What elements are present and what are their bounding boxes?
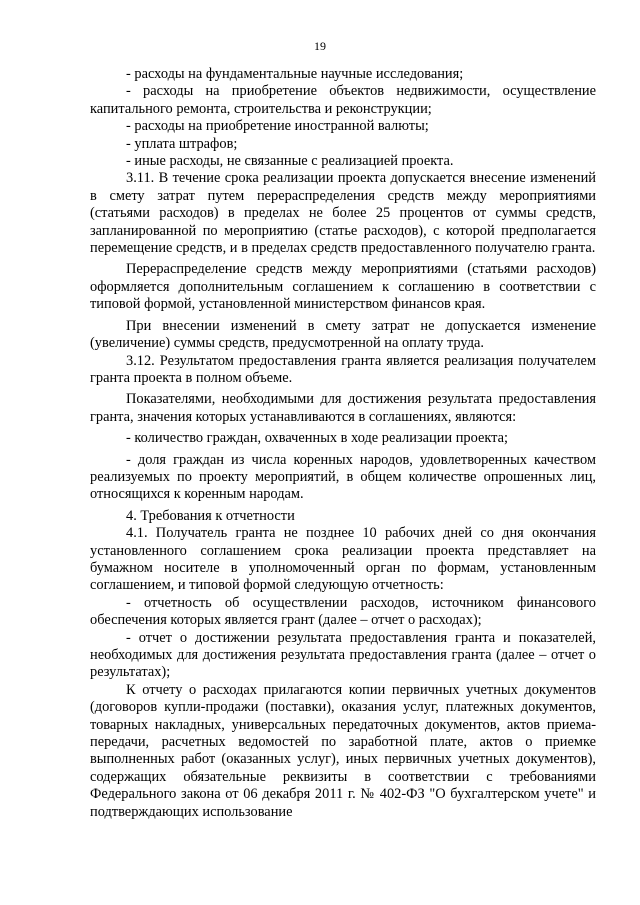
paragraph-indicators: Показателями, необходимыми для достижения результата предоставления гранта, значения которых устанавливаются в соглашениях, являются: <box>90 391 596 425</box>
list-item-fundamental-research: - расходы на фундаментальные научные исследования; <box>126 66 464 82</box>
list-item-results-report: - отчет о достижении результата предоставления гранта и показателей, необходимых для достижения результата предоставления гранта (далее – отчет о результатах); <box>90 629 596 681</box>
paragraph-salary-restriction: При внесении изменений в смету затрат не допускается изменение (увеличение) суммы средств, предусмотренной на оплату труда. <box>90 317 596 352</box>
clause-3-12: 3.12. Результатом предоставления гранта является реализация получателем гранта проекта в полном объеме. <box>90 352 596 386</box>
paragraph-attachments: К отчету о расходах прилагаются копии первичных учетных документов (договоров купли-продажи (поставки), оказания услуг, платежных документов, товарных накладных, универсальных передаточных документов, актов приема-передачи, расчетных ведомостей по заработной плате, актов о приемке выполненных работ (оказанных услуг), иных первичных учетных документов), содержащих обязательные реквизиты в соответствии с требованиями Федерального закона от 06 декабря 2011 г. № 402-ФЗ "О бухгалтерском учете" и подтверждающих использование <box>90 681 596 820</box>
clause-3-11: 3.11. В течение срока реализации проекта допускается внесение изменений в смету затрат путем перераспределения средств между мероприятиями (статьями расходов) в пределах не более 25 процентов от суммы средств, запланированной по мероприятию (статье расходов), с которой предполагается перемещение средств, и в пределах средств предоставленного получателю гранта. <box>90 170 596 257</box>
list-item-fines: - уплата штрафов; <box>126 135 238 152</box>
page-number: 19 <box>314 39 326 53</box>
list-item-real-estate: - расходы на приобретение объектов недвижимости, осуществление капитального ремонта, строительства и реконструкции; <box>90 83 596 117</box>
paragraph-redistribution: Перераспределение средств между мероприятиями (статьями расходов) оформляется дополнительным соглашением к соглашению в соответствии с типовой формой, установленной министерством финансов края. <box>90 261 596 313</box>
list-item-expense-report: - отчетность об осуществлении расходов, источником финансового обеспечения которых является грант (далее – отчет о расходах); <box>90 594 596 629</box>
list-item-citizens-count: - количество граждан, охваченных в ходе реализации проекта; <box>126 430 509 447</box>
section-heading-reporting: 4. Требования к отчетности <box>126 507 295 524</box>
document-body <box>90 66 596 821</box>
list-item-other-expenses: - иные расходы, не связанные с реализацией проекта. <box>126 153 454 170</box>
list-item-foreign-currency: - расходы на приобретение иностранной валюты; <box>126 118 429 135</box>
clause-4-1: 4.1. Получатель гранта не позднее 10 рабочих дней со дня окончания установленного соглашением срока реализации проекта представляет на бумажном носителе в уполномоченный орган по формам, установленным соглашением, и типовой формой следующую отчетность: <box>90 525 596 594</box>
list-item-satisfied-share: - доля граждан из числа коренных народов, удовлетворенных качеством реализуемых по проекту мероприятий, в общем количестве опрошенных лиц, относящихся к коренным народам. <box>90 451 596 503</box>
